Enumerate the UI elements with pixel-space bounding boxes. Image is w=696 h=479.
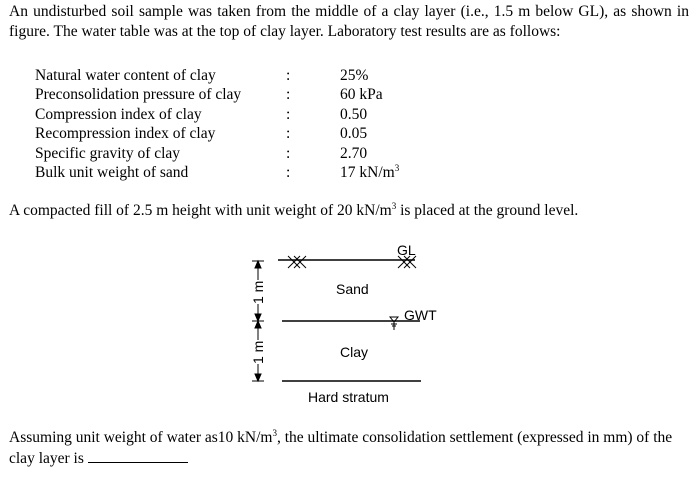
property-colon: : [286, 86, 291, 104]
question-paragraph [9, 428, 689, 469]
property-value: 2.70 [340, 144, 368, 162]
property-value: 25% [340, 67, 369, 84]
value-main: 17 kN/m [340, 163, 395, 181]
property-colon: : [286, 105, 291, 123]
fill-text-tail: is placed at the ground level. [396, 202, 579, 219]
property-label: Natural water content of clay [35, 67, 216, 84]
property-label: Recompression index of clay [35, 125, 216, 143]
property-label: Specific gravity of clay [35, 144, 181, 162]
ground-marker-left-icon [288, 256, 306, 268]
sand-label: Sand [336, 281, 369, 297]
property-value: 60 kPa [340, 86, 383, 104]
question [9, 428, 689, 469]
gwt-label: GWT [404, 307, 437, 323]
hard-stratum-label: Hard stratum [308, 389, 389, 405]
property-colon: : [286, 67, 291, 84]
water-table-icon [390, 317, 398, 330]
property-colon: : [286, 144, 291, 162]
property-value: 0.50 [340, 105, 368, 123]
question-part2: , the ultimate consolidation settlement (expressed in mm) of the clay layer is [9, 429, 673, 467]
clay-label: Clay [340, 344, 369, 360]
intro-paragraph: An undisturbed soil sample was taken from the middle of a clay layer (i.e., 1.5 m below GL), as shown in figure. The water table was at the top of clay layer. Laboratory test results are as follows: [9, 3, 689, 40]
fill-superscript: 3 [391, 200, 397, 211]
property-colon: : [286, 125, 291, 143]
gl-label: GL [397, 242, 416, 258]
dim-bottom-label: 1 m [250, 340, 266, 364]
property-label: Compression index of clay [35, 105, 202, 123]
property-colon: : [286, 163, 291, 181]
answer-blank[interactable] [88, 448, 188, 463]
fill-text-main: A compacted fill of 2.5 m height with unit weight of 20 kN/m [9, 202, 392, 219]
property-value: 0.05 [340, 125, 368, 143]
property-label: Bulk unit weight of sand [35, 163, 189, 181]
question-part1: Assuming unit weight of water as10 kN/m [9, 429, 273, 446]
property-label: Preconsolidation pressure of clay [35, 86, 242, 104]
dim-top-label: 1 m [250, 280, 266, 304]
question-superscript: 3 [272, 427, 277, 438]
value-superscript: 3 [394, 162, 400, 173]
